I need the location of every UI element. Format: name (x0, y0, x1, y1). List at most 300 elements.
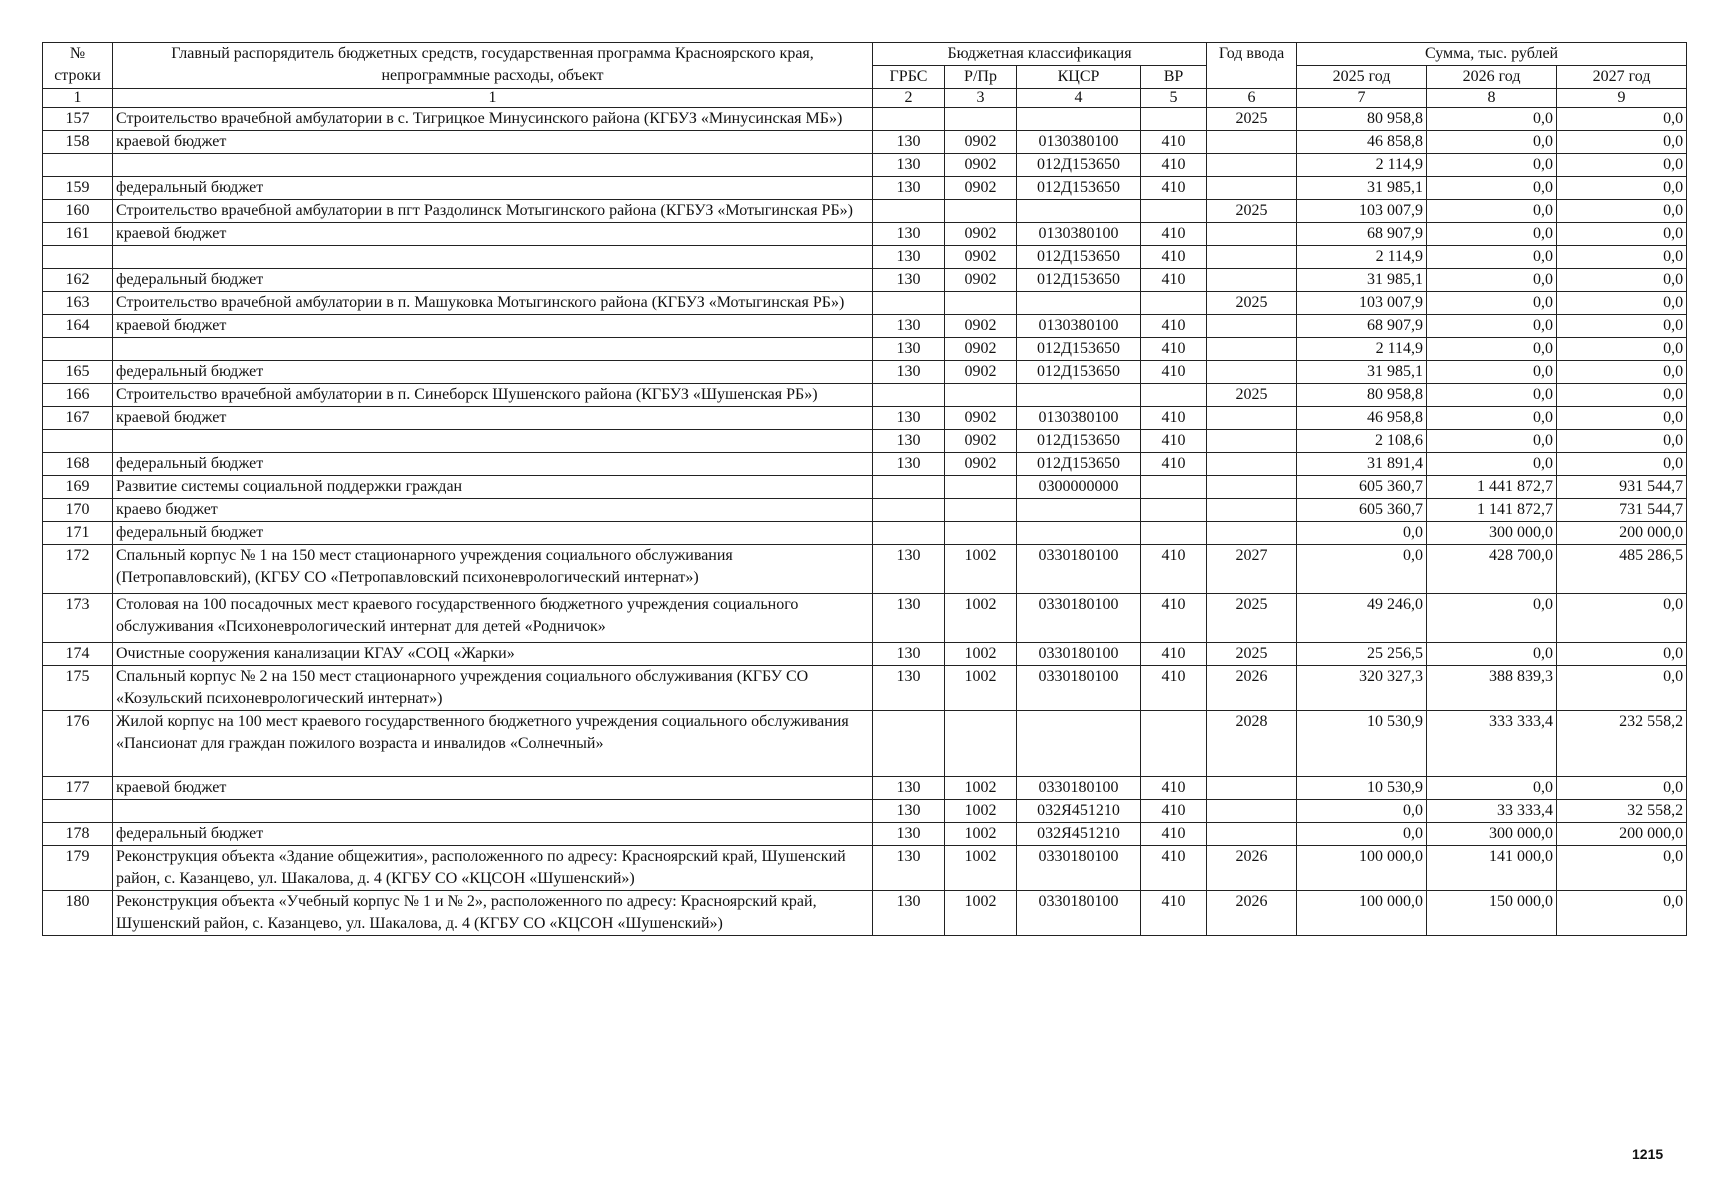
sum-2027-cell: 32 558,2 (1557, 800, 1687, 823)
sum-2026-cell: 0,0 (1427, 292, 1557, 315)
sum-2025-cell: 49 246,0 (1297, 594, 1427, 643)
grbs-cell: 130 (873, 154, 945, 177)
index-cell: 2 (873, 89, 945, 108)
year-cell (1207, 154, 1297, 177)
vr-cell (1141, 476, 1207, 499)
sum-2027-cell: 0,0 (1557, 131, 1687, 154)
kcsr-cell: 0330180100 (1017, 891, 1141, 936)
grbs-cell (873, 476, 945, 499)
rpr-cell (945, 292, 1017, 315)
sum-2026-cell: 33 333,4 (1427, 800, 1557, 823)
object-name-cell: Столовая на 100 посадочных мест краевого государственного бюджетного учреждения социального обслуживания «Психоневрологический интернат для детей «Родничок» (113, 594, 873, 643)
sum-2026-cell: 0,0 (1427, 384, 1557, 407)
sum-2027-cell: 0,0 (1557, 177, 1687, 200)
kcsr-cell: 012Д153650 (1017, 177, 1141, 200)
vr-cell: 410 (1141, 361, 1207, 384)
rpr-cell: 0902 (945, 154, 1017, 177)
sum-2025-cell: 605 360,7 (1297, 476, 1427, 499)
table-row (43, 338, 1687, 361)
header-rpr: Р/Пр (945, 66, 1017, 89)
sum-2025-cell: 0,0 (1297, 522, 1427, 545)
row-number-cell (43, 800, 113, 823)
sum-2026-cell: 300 000,0 (1427, 823, 1557, 846)
table-row (43, 666, 1687, 711)
object-name-cell: Строительство врачебной амбулатории в п. Машуковка Мотыгинского района (КГБУЗ «Мотыгинская РБ») (113, 292, 873, 315)
vr-cell (1141, 384, 1207, 407)
year-cell (1207, 338, 1297, 361)
row-number-cell: 174 (43, 643, 113, 666)
header-row-number: № строки (43, 43, 113, 89)
year-cell: 2025 (1207, 200, 1297, 223)
grbs-cell: 130 (873, 338, 945, 361)
vr-cell (1141, 108, 1207, 131)
sum-2027-cell: 0,0 (1557, 453, 1687, 476)
vr-cell: 410 (1141, 315, 1207, 338)
sum-2027-cell: 232 558,2 (1557, 711, 1687, 777)
year-cell: 2025 (1207, 594, 1297, 643)
year-cell: 2025 (1207, 643, 1297, 666)
table-row (43, 361, 1687, 384)
row-number-cell: 171 (43, 522, 113, 545)
table-row (43, 594, 1687, 643)
table-row (43, 177, 1687, 200)
sum-2025-cell: 10 530,9 (1297, 777, 1427, 800)
grbs-cell: 130 (873, 407, 945, 430)
row-number-cell: 159 (43, 177, 113, 200)
year-cell (1207, 522, 1297, 545)
object-name-cell: Реконструкция объекта «Учебный корпус № 1 и № 2», расположенного по адресу: Красноярский край, Шушенский район, с. Казанцево, ул. Шакалова, д. 4 (КГБУ СО «КЦСОН «Шушенский») (113, 891, 873, 936)
kcsr-cell: 0330180100 (1017, 846, 1141, 891)
row-number-cell: 157 (43, 108, 113, 131)
sum-2026-cell: 0,0 (1427, 177, 1557, 200)
vr-cell (1141, 200, 1207, 223)
row-number-cell (43, 430, 113, 453)
rpr-cell: 1002 (945, 666, 1017, 711)
grbs-cell (873, 108, 945, 131)
grbs-cell: 130 (873, 177, 945, 200)
header-sum: Сумма, тыс. рублей (1297, 43, 1687, 66)
grbs-cell (873, 499, 945, 522)
index-cell: 4 (1017, 89, 1141, 108)
row-number-cell: 163 (43, 292, 113, 315)
kcsr-cell: 0130380100 (1017, 315, 1141, 338)
grbs-cell: 130 (873, 545, 945, 594)
table-row (43, 315, 1687, 338)
object-name-cell: краевой бюджет (113, 777, 873, 800)
kcsr-cell (1017, 711, 1141, 777)
sum-2025-cell: 80 958,8 (1297, 384, 1427, 407)
row-number-cell: 164 (43, 315, 113, 338)
year-cell: 2028 (1207, 711, 1297, 777)
header-2026: 2026 год (1427, 66, 1557, 89)
sum-2025-cell: 68 907,9 (1297, 223, 1427, 246)
kcsr-cell (1017, 522, 1141, 545)
vr-cell: 410 (1141, 154, 1207, 177)
grbs-cell: 130 (873, 269, 945, 292)
kcsr-cell: 0330180100 (1017, 594, 1141, 643)
object-name-cell (113, 338, 873, 361)
sum-2026-cell: 0,0 (1427, 594, 1557, 643)
rpr-cell: 1002 (945, 545, 1017, 594)
row-number-cell: 175 (43, 666, 113, 711)
table-row (43, 711, 1687, 777)
sum-2026-cell: 0,0 (1427, 315, 1557, 338)
grbs-cell: 130 (873, 643, 945, 666)
vr-cell: 410 (1141, 891, 1207, 936)
sum-2025-cell: 25 256,5 (1297, 643, 1427, 666)
object-name-cell: краевой бюджет (113, 407, 873, 430)
rpr-cell (945, 200, 1017, 223)
sum-2027-cell: 0,0 (1557, 891, 1687, 936)
year-cell (1207, 777, 1297, 800)
sum-2027-cell: 0,0 (1557, 223, 1687, 246)
table-row (43, 131, 1687, 154)
rpr-cell: 0902 (945, 407, 1017, 430)
sum-2025-cell: 0,0 (1297, 800, 1427, 823)
grbs-cell: 130 (873, 846, 945, 891)
table-row (43, 777, 1687, 800)
sum-2025-cell: 10 530,9 (1297, 711, 1427, 777)
sum-2027-cell: 0,0 (1557, 338, 1687, 361)
row-number-cell: 177 (43, 777, 113, 800)
sum-2027-cell: 731 544,7 (1557, 499, 1687, 522)
kcsr-cell: 032Я451210 (1017, 800, 1141, 823)
year-cell: 2025 (1207, 292, 1297, 315)
grbs-cell: 130 (873, 430, 945, 453)
sum-2026-cell: 0,0 (1427, 269, 1557, 292)
row-number-cell: 172 (43, 545, 113, 594)
vr-cell (1141, 499, 1207, 522)
vr-cell: 410 (1141, 131, 1207, 154)
sum-2025-cell: 103 007,9 (1297, 292, 1427, 315)
sum-2027-cell: 0,0 (1557, 407, 1687, 430)
sum-2027-cell: 200 000,0 (1557, 522, 1687, 545)
header-index-row (43, 89, 1687, 108)
rpr-cell (945, 108, 1017, 131)
grbs-cell: 130 (873, 594, 945, 643)
sum-2025-cell: 2 114,9 (1297, 246, 1427, 269)
kcsr-cell: 0330180100 (1017, 643, 1141, 666)
sum-2026-cell: 0,0 (1427, 154, 1557, 177)
grbs-cell: 130 (873, 223, 945, 246)
sum-2026-cell: 388 839,3 (1427, 666, 1557, 711)
vr-cell: 410 (1141, 223, 1207, 246)
grbs-cell (873, 522, 945, 545)
row-number-cell: 170 (43, 499, 113, 522)
table-row (43, 643, 1687, 666)
grbs-cell (873, 384, 945, 407)
sum-2027-cell: 0,0 (1557, 315, 1687, 338)
kcsr-cell: 0130380100 (1017, 223, 1141, 246)
object-name-cell (113, 800, 873, 823)
kcsr-cell (1017, 200, 1141, 223)
sum-2026-cell: 0,0 (1427, 108, 1557, 131)
rpr-cell: 1002 (945, 777, 1017, 800)
sum-2026-cell: 150 000,0 (1427, 891, 1557, 936)
table-row (43, 292, 1687, 315)
year-cell (1207, 269, 1297, 292)
sum-2027-cell: 0,0 (1557, 777, 1687, 800)
vr-cell: 410 (1141, 823, 1207, 846)
year-cell: 2025 (1207, 384, 1297, 407)
vr-cell (1141, 522, 1207, 545)
table-body (43, 108, 1687, 936)
sum-2025-cell: 605 360,7 (1297, 499, 1427, 522)
vr-cell: 410 (1141, 246, 1207, 269)
sum-2027-cell: 0,0 (1557, 643, 1687, 666)
table-row (43, 545, 1687, 594)
grbs-cell (873, 711, 945, 777)
rpr-cell: 0902 (945, 361, 1017, 384)
row-number-cell: 160 (43, 200, 113, 223)
kcsr-cell: 0130380100 (1017, 407, 1141, 430)
table-row (43, 800, 1687, 823)
year-cell: 2026 (1207, 666, 1297, 711)
year-cell (1207, 430, 1297, 453)
sum-2027-cell: 0,0 (1557, 200, 1687, 223)
year-cell (1207, 499, 1297, 522)
table-row (43, 108, 1687, 131)
row-number-cell: 167 (43, 407, 113, 430)
row-number-cell: 162 (43, 269, 113, 292)
rpr-cell: 0902 (945, 131, 1017, 154)
rpr-cell: 0902 (945, 269, 1017, 292)
rpr-cell: 0902 (945, 246, 1017, 269)
sum-2025-cell: 46 858,8 (1297, 131, 1427, 154)
sum-2026-cell: 0,0 (1427, 643, 1557, 666)
table-row (43, 499, 1687, 522)
kcsr-cell: 0330180100 (1017, 777, 1141, 800)
kcsr-cell: 012Д153650 (1017, 453, 1141, 476)
object-name-cell: Жилой корпус на 100 мест краевого государственного бюджетного учреждения социального обслуживания «Пансионат для граждан пожилого возраста и инвалидов «Солнечный» (113, 711, 873, 777)
header-budget-classification: Бюджетная классификация (873, 43, 1207, 66)
header-vr: ВР (1141, 66, 1207, 89)
rpr-cell (945, 499, 1017, 522)
sum-2027-cell: 200 000,0 (1557, 823, 1687, 846)
table-row (43, 384, 1687, 407)
grbs-cell: 130 (873, 246, 945, 269)
object-name-cell: Строительство врачебной амбулатории в с. Тигрицкое Минусинского района (КГБУЗ «Минусинская МБ») (113, 108, 873, 131)
vr-cell: 410 (1141, 430, 1207, 453)
kcsr-cell: 012Д153650 (1017, 338, 1141, 361)
rpr-cell: 0902 (945, 223, 1017, 246)
rpr-cell: 1002 (945, 594, 1017, 643)
year-cell (1207, 246, 1297, 269)
object-name-cell: федеральный бюджет (113, 453, 873, 476)
row-number-cell: 178 (43, 823, 113, 846)
index-cell: 1 (113, 89, 873, 108)
vr-cell: 410 (1141, 269, 1207, 292)
grbs-cell (873, 292, 945, 315)
sum-2025-cell: 0,0 (1297, 823, 1427, 846)
row-number-cell: 158 (43, 131, 113, 154)
year-cell (1207, 131, 1297, 154)
kcsr-cell: 012Д153650 (1017, 269, 1141, 292)
year-cell (1207, 823, 1297, 846)
object-name-cell: Спальный корпус № 1 на 150 мест стационарного учреждения социального обслуживания (Петропавловский), (КГБУ СО «Петропавловский психоневрологический интернат») (113, 545, 873, 594)
table-row (43, 200, 1687, 223)
object-name-cell: Очистные сооружения канализации КГАУ «СОЦ «Жарки» (113, 643, 873, 666)
sum-2025-cell: 2 108,6 (1297, 430, 1427, 453)
vr-cell (1141, 292, 1207, 315)
rpr-cell: 1002 (945, 643, 1017, 666)
sum-2026-cell: 1 441 872,7 (1427, 476, 1557, 499)
rpr-cell: 0902 (945, 453, 1017, 476)
year-cell (1207, 223, 1297, 246)
sum-2026-cell: 0,0 (1427, 246, 1557, 269)
table-row (43, 246, 1687, 269)
header-grbs: ГРБС (873, 66, 945, 89)
year-cell: 2025 (1207, 108, 1297, 131)
rpr-cell: 0902 (945, 177, 1017, 200)
row-number-cell: 173 (43, 594, 113, 643)
kcsr-cell: 012Д153650 (1017, 154, 1141, 177)
rpr-cell: 0902 (945, 315, 1017, 338)
kcsr-cell: 032Я451210 (1017, 823, 1141, 846)
rpr-cell: 1002 (945, 800, 1017, 823)
sum-2027-cell: 0,0 (1557, 846, 1687, 891)
sum-2026-cell: 0,0 (1427, 430, 1557, 453)
kcsr-cell: 0330180100 (1017, 545, 1141, 594)
rpr-cell: 0902 (945, 430, 1017, 453)
sum-2027-cell: 0,0 (1557, 246, 1687, 269)
sum-2025-cell: 46 958,8 (1297, 407, 1427, 430)
sum-2027-cell: 0,0 (1557, 430, 1687, 453)
sum-2025-cell: 31 891,4 (1297, 453, 1427, 476)
sum-2026-cell: 0,0 (1427, 338, 1557, 361)
sum-2026-cell: 0,0 (1427, 200, 1557, 223)
kcsr-cell (1017, 108, 1141, 131)
sum-2027-cell: 0,0 (1557, 361, 1687, 384)
index-cell: 7 (1297, 89, 1427, 108)
row-number-cell (43, 338, 113, 361)
kcsr-cell (1017, 292, 1141, 315)
sum-2025-cell: 103 007,9 (1297, 200, 1427, 223)
table-row (43, 823, 1687, 846)
object-name-cell: федеральный бюджет (113, 177, 873, 200)
rpr-cell: 1002 (945, 891, 1017, 936)
grbs-cell: 130 (873, 800, 945, 823)
kcsr-cell (1017, 499, 1141, 522)
year-cell (1207, 177, 1297, 200)
row-number-cell: 166 (43, 384, 113, 407)
header-2025: 2025 год (1297, 66, 1427, 89)
grbs-cell: 130 (873, 666, 945, 711)
grbs-cell: 130 (873, 453, 945, 476)
sum-2026-cell: 0,0 (1427, 453, 1557, 476)
row-number-cell: 165 (43, 361, 113, 384)
table-row (43, 891, 1687, 936)
grbs-cell (873, 200, 945, 223)
sum-2027-cell: 0,0 (1557, 384, 1687, 407)
vr-cell: 410 (1141, 800, 1207, 823)
index-cell: 9 (1557, 89, 1687, 108)
object-name-cell (113, 246, 873, 269)
sum-2025-cell: 31 985,1 (1297, 361, 1427, 384)
vr-cell: 410 (1141, 643, 1207, 666)
object-name-cell: федеральный бюджет (113, 522, 873, 545)
sum-2026-cell: 333 333,4 (1427, 711, 1557, 777)
row-number-cell (43, 154, 113, 177)
vr-cell (1141, 711, 1207, 777)
row-number-cell: 168 (43, 453, 113, 476)
row-number-cell: 180 (43, 891, 113, 936)
rpr-cell (945, 711, 1017, 777)
table-row (43, 453, 1687, 476)
vr-cell: 410 (1141, 338, 1207, 361)
rpr-cell: 1002 (945, 846, 1017, 891)
sum-2026-cell: 0,0 (1427, 361, 1557, 384)
header-year: Год ввода (1207, 43, 1297, 89)
sum-2026-cell: 0,0 (1427, 223, 1557, 246)
sum-2027-cell: 0,0 (1557, 594, 1687, 643)
index-cell: 1 (43, 89, 113, 108)
table-row (43, 407, 1687, 430)
sum-2025-cell: 2 114,9 (1297, 338, 1427, 361)
object-name-cell: федеральный бюджет (113, 269, 873, 292)
kcsr-cell: 0300000000 (1017, 476, 1141, 499)
year-cell (1207, 315, 1297, 338)
sum-2026-cell: 0,0 (1427, 131, 1557, 154)
rpr-cell (945, 384, 1017, 407)
sum-2025-cell: 100 000,0 (1297, 846, 1427, 891)
sum-2026-cell: 0,0 (1427, 407, 1557, 430)
object-name-cell: Строительство врачебной амбулатории в пгт Раздолинск Мотыгинского района (КГБУЗ «Мотыгинская РБ») (113, 200, 873, 223)
header-name: Главный распорядитель бюджетных средств, государственная программа Красноярского края, непрограммные расходы, объект (113, 43, 873, 89)
rpr-cell: 1002 (945, 823, 1017, 846)
rpr-cell: 0902 (945, 338, 1017, 361)
sum-2026-cell: 141 000,0 (1427, 846, 1557, 891)
row-number-cell: 176 (43, 711, 113, 777)
grbs-cell: 130 (873, 361, 945, 384)
object-name-cell: краевой бюджет (113, 223, 873, 246)
table-row (43, 476, 1687, 499)
grbs-cell: 130 (873, 131, 945, 154)
year-cell: 2026 (1207, 891, 1297, 936)
year-cell (1207, 476, 1297, 499)
table-row (43, 154, 1687, 177)
year-cell (1207, 453, 1297, 476)
kcsr-cell: 012Д153650 (1017, 361, 1141, 384)
sum-2027-cell: 0,0 (1557, 108, 1687, 131)
sum-2025-cell: 320 327,3 (1297, 666, 1427, 711)
year-cell (1207, 361, 1297, 384)
sum-2027-cell: 931 544,7 (1557, 476, 1687, 499)
table-header (43, 43, 1687, 108)
object-name-cell: Развитие системы социальной поддержки граждан (113, 476, 873, 499)
grbs-cell: 130 (873, 823, 945, 846)
table-row (43, 522, 1687, 545)
object-name-cell: краевой бюджет (113, 315, 873, 338)
row-number-cell: 169 (43, 476, 113, 499)
page-number: 1215 (1632, 1146, 1664, 1162)
kcsr-cell (1017, 384, 1141, 407)
year-cell (1207, 407, 1297, 430)
vr-cell: 410 (1141, 777, 1207, 800)
object-name-cell: Строительство врачебной амбулатории в п. Синеборск Шушенского района (КГБУЗ «Шушенская РБ») (113, 384, 873, 407)
vr-cell: 410 (1141, 453, 1207, 476)
sum-2025-cell: 31 985,1 (1297, 177, 1427, 200)
sum-2027-cell: 0,0 (1557, 154, 1687, 177)
grbs-cell: 130 (873, 315, 945, 338)
header-2027: 2027 год (1557, 66, 1687, 89)
sum-2025-cell: 0,0 (1297, 545, 1427, 594)
year-cell: 2027 (1207, 545, 1297, 594)
index-cell: 3 (945, 89, 1017, 108)
sum-2027-cell: 0,0 (1557, 292, 1687, 315)
year-cell: 2026 (1207, 846, 1297, 891)
sum-2027-cell: 485 286,5 (1557, 545, 1687, 594)
